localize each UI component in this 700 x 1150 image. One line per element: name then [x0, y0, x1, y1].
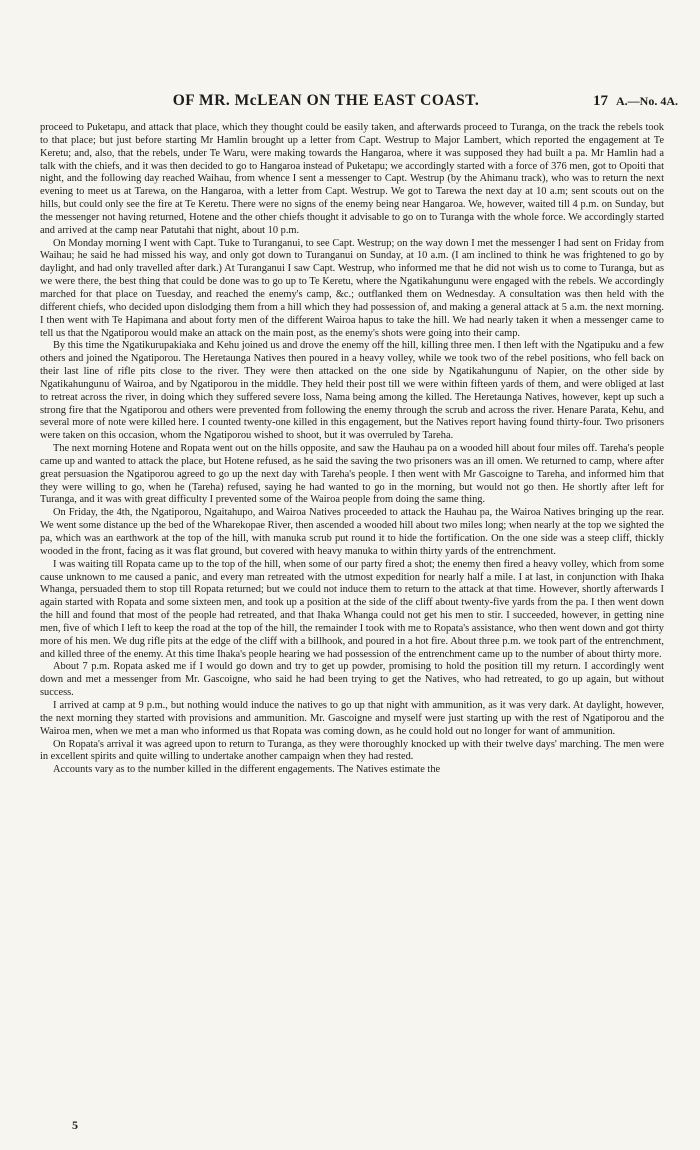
paragraph: On Ropata's arrival it was agreed upon to return to Turanga, as they were thoroughly knocked up with their twelve days' marching. The men were in excellent spirits and quite willing to undertake another campaign when they had rested.: [40, 738, 664, 763]
paragraph: Accounts vary as to the number killed in the different engagements. The Natives estimate the: [53, 764, 441, 776]
paragraph: The next morning Hotene and Ropata went out on the hills opposite, and saw the Hauhau pa on a wooded hill about four miles off. Tareha's people came up and wanted to attack the place, but Hotene refused, as he said the saving the two prisoners was an ill omen. We returned to camp, where after great persuasion the Ngatiporou agreed to go up the next day with Tareha's people. I then went with Mr Gascoigne to Tareha, and informed him that they were willing to go, when he (Tareha) refused, saying he had wanted to go in the morning, but would not go then. He shortly after left for Turanga, and it was with great difficulty I prevented some of the Wairoa people from doing the same thing.: [40, 443, 664, 506]
paragraph: I arrived at camp at 9 p.m., but nothing would induce the natives to go up that night with ammunition, as it was very dark. At daylight, however, the next morning they started with provisions and ammunition. Mr. Gascoigne and myself were just starting up with the rest of Ngatiporou and the Wairoa men, when we met a man who informed us that Ropata was coming down, as he could hold out no longer for want of ammunition.: [40, 699, 664, 737]
body-text: [40, 122, 664, 777]
page-header: [40, 92, 678, 114]
paragraph: I was waiting till Ropata came up to the top of the hill, when some of our party fired a shot; the enemy then fired a heavy volley, which from some cause unknown to me caused a panic, and every man retreated with the utmost expedition for nearly half a mile. I at last, in conjunction with Ihaka Whanga, persuaded them to stop till Ropata returned; but we could not induce them to return to the attack at that time. However, shortly afterwards I again started with Ropata and some sixteen men, and took up a position at the side of the cliff about twenty-five yards from the pa. I then went down the hill and found that most of the people had retreated, and that Ihaka Whanga could not get his men to stir. I succeeded, however, in getting nine men, five of which I left to keep the road at the top of the hill, the remainder I took with me to Ropata's assistance, who then went down and got thirty more of his men. We dug rifle pits at the edge of the cliff with a billhook, and poured in a hot fire. About three p.m. we took part of the entrenchment, and killed three of the enemy. At this time Ihaka's people hearing we had possession of the entrenchment came up to the number of about thirty more.: [40, 558, 664, 660]
paragraph: On Monday morning I went with Capt. Tuke to Turanganui, to see Capt. Westrup; on the way down I met the messenger I had sent on Friday from Waihau; he said he had missed his way, and only got down to Turanganui on Sunday, at 10 a.m. (I am inclined to think he was frightened to go by daylight, and had only travelled after dark.) At Turanganui I saw Capt. Westrup, who informed me that he did not wish us to come to Turanga, but as we were there, the best thing that could be done was to go up to Te Keretu, where the Ngatikahungunu were engaged with the rebels. We accordingly marched for that place on Tuesday, and reached the enemy's camp, &c.; outflanked them on Wednesday. A consultation was then held with the different chiefs, who decided upon dislodging them from a hill which they had possession of, and making a general attack at 5 a.m. the next morning. I then went with Te Hapimana and about forty men of the different Wairoa hapus to take the hill. We had nearly taken it when a messenger came to tell us that the Ngatiporou would make an attack on the main post, as the enemy's shots were going into their camp.: [40, 237, 664, 339]
sheet-signature: 5: [72, 1118, 78, 1132]
paragraph: proceed to Puketapu, and attack that place, which they thought could be easily taken, and afterwards proceed to Turanga, on the track the rebels took to that place; but just before starting Mr Hamlin brought up a letter from Capt. Westrup to Major Lambert, which reported the engagement at Te Keretu; and, also, that the rebels, under Te Waru, were making towards the Hangaroa, where it was supposed they had built a pa. Mr Hamlin had a talk with the chiefs, and it was then decided to go to Hangaroa instead of Puketapu; we accordingly started with a force of 376 men, got to Opoiti that night, and the following day reached Waihau, from whence I sent a messenger to Capt. Westrup (by the Ahimanu track), who was to return the next evening to meet us at Tarewa, on the Hangaroa, with a letter from Capt. Westrup. We got to Tarewa the next day at 10 a.m; sent scouts out on the hills, but could only see the fire at Te Keretu. There were no signs of the enemy being near Hangaroa. We, however, waited till 4 p.m. on Sunday, but the messenger not having returned, Hotene and the other chiefs thought it advisable to go on to Turanga with the whole force. We accordingly started and arrived at the camp near Patutahi that night, about 10 p.m.: [40, 122, 664, 236]
paragraph: About 7 p.m. Ropata asked me if I would go down and try to get up powder, promising to hold the position till my return. I accordingly went down and met a messenger from Mr. Gascoigne, who said he had been trying to get the Natives, who had retreated, to go up again, but without success.: [40, 661, 664, 699]
paragraph: On Friday, the 4th, the Ngatiporou, Ngaitahupo, and Wairoa Natives proceeded to attack the Hauhau pa, the Wairoa Natives bringing up the rear. We went some distance up the bed of the Wharekopae River, then ascended a wooded hill about two miles long; when nearly at the top we sighted the pa, which was an earthwork at the top of the hill, with manuka scrub put round it to hide the fortification. On the one side was a steep cliff, thickly wooded in the front, facing as it was flat ground, but covered with heavy manuka to within thirty yards of the entrenchment.: [40, 507, 664, 557]
paragraph: By this time the Ngatikurupakiaka and Kehu joined us and drove the enemy off the hill, killing three men. I then left with the Ngatipuku and a few others and joined the Ngatiporou. The Heretaunga Natives then poured in a heavy volley, while we took two of the rebel positions, who fell back on their last line of rifle pits close to the river. They were then attacked on the one side by Ngatikahungunu of Napier, on the other side by Ngatikahungunu of Wairoa, and by Ngatiporou in the middle. They held their post till we were within fifteen yards of them, and were obliged at last to retreat across the river, in doing which they suffered severe loss, Nama being among the killed. The Heretaunga Natives, however, kept up such a strong fire that the Ngatiporou and others were prevented from following the enemy through the scrub and across the river. Henare Parata, Kehu, and several more of note were killed here. I counted twenty-one killed in this engagement, but the Natives report having found thirty-four. Two prisoners were taken on this occasion, whom the Ngatiporou wished to shoot, but it was overruled by Tareha.: [40, 340, 664, 442]
page-number: 17: [593, 93, 608, 109]
document-reference: A.—No. 4A.: [616, 94, 678, 108]
running-title: OF MR. McLEAN ON THE EAST COAST.: [172, 92, 480, 109]
